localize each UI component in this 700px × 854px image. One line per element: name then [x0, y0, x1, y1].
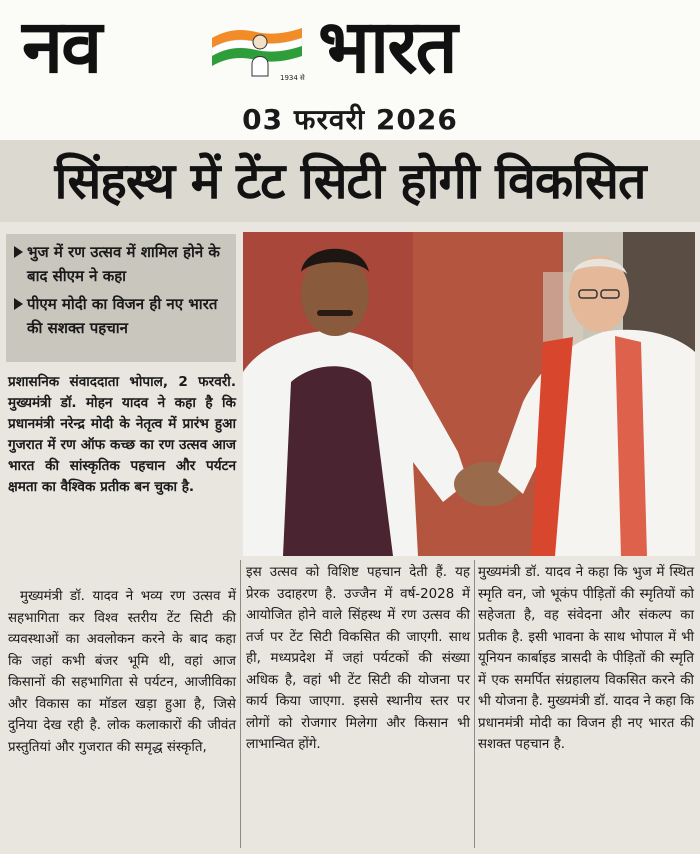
masthead: [0, 0, 700, 140]
headline: सिंहस्थ में टेंट सिटी होगी विकसित: [0, 140, 700, 222]
article-column-3: मुख्यमंत्री डॉ. यादव ने कहा कि भुज में स्थित स्मृति वन, जो भूकंप पीड़ितों की स्मृतियों को सहेजता है, वह संवेदना और संकल्प का प्रतीक है. इसी भावना के साथ भोपाल में भी यूनियन कार्बाइड त्रासदी के पीड़ितों की स्मृति में एक समर्पित संग्रहालय विकसित करने की भी योजना है. मुख्यमंत्री डॉ. यादव ने कहा कि प्रधानमंत्री मोदी का विजन ही नए भारत की सशक्त पहचान है.: [478, 565, 694, 752]
masthead-title-left: नव: [22, 4, 101, 90]
highlights-box: [6, 234, 236, 362]
column-divider: [240, 560, 241, 848]
news-photo: [243, 232, 695, 556]
column-divider: [474, 560, 475, 848]
highlight-item: [14, 292, 230, 340]
bullet-arrow-icon: [14, 298, 23, 310]
bullet-arrow-icon: [14, 246, 23, 258]
article-lead: प्रशासनिक संवाददाता भोपाल, 2 फरवरी. मुख्यमंत्री डॉ. मोहन यादव ने कहा है कि प्रधानमंत्री नरेन्द्र मोदी के नेतृत्व में प्रारंभ हुआ गुजरात में रण ऑफ कच्छ का रण उत्सव आज भारत की सांस्कृतिक पहचान और पर्यटन क्षमता का वैश्विक प्रतीक बन चुका है.: [8, 374, 236, 495]
highlight-item: [14, 240, 230, 288]
newspaper-logo: [206, 20, 308, 84]
article-column-1: मुख्यमंत्री डॉ. यादव ने भव्य रण उत्सव में सहभागिता कर विश्व स्तरीय टेंट सिटी की व्यवस्थाओं का अवलोकन करने के बाद कहा कि जहां कभी बंजर भूमि थी, वहां आज किसानों की सहभागिता से पर्यटन, आजीविका और विकास का मॉडल खड़ा हुआ है, जिसे दुनिया देख रही है. लोक कलाकारों की जीवंत प्रस्तुतियां और गुजरात की समृद्ध संस्कृति,: [8, 589, 236, 755]
highlight-text: भुज में रण उत्सव में शामिल होने के बाद सीएम ने कहा: [27, 243, 220, 285]
highlight-text: पीएम मोदी का विजन ही नए भारत की सशक्त पहचान: [27, 295, 218, 337]
masthead-title-right: भारत: [318, 4, 456, 90]
logo-year: 1934 से: [280, 74, 305, 82]
article-column-2: इस उत्सव को विशिष्ट पहचान देती हैं. यह प्रेरक उदाहरण है. उज्जैन में वर्ष-2028 में आयोजित होने वाले सिंहस्थ में रण उत्सव की तर्ज पर टेंट सिटी विकसित की जाएगी. साथ ही, मध्यप्रदेश में जहां पर्यटकों की संख्या अधिक है, वहां भी टेंट सिटी की योजना पर कार्य किया जाएगा. इससे स्थानीय स्तर पर लोगों को रोजगार मिलेगा और किसान भी लाभान्वित होंगे.: [246, 565, 470, 752]
edition-date: 03 फरवरी 2026: [242, 103, 458, 136]
